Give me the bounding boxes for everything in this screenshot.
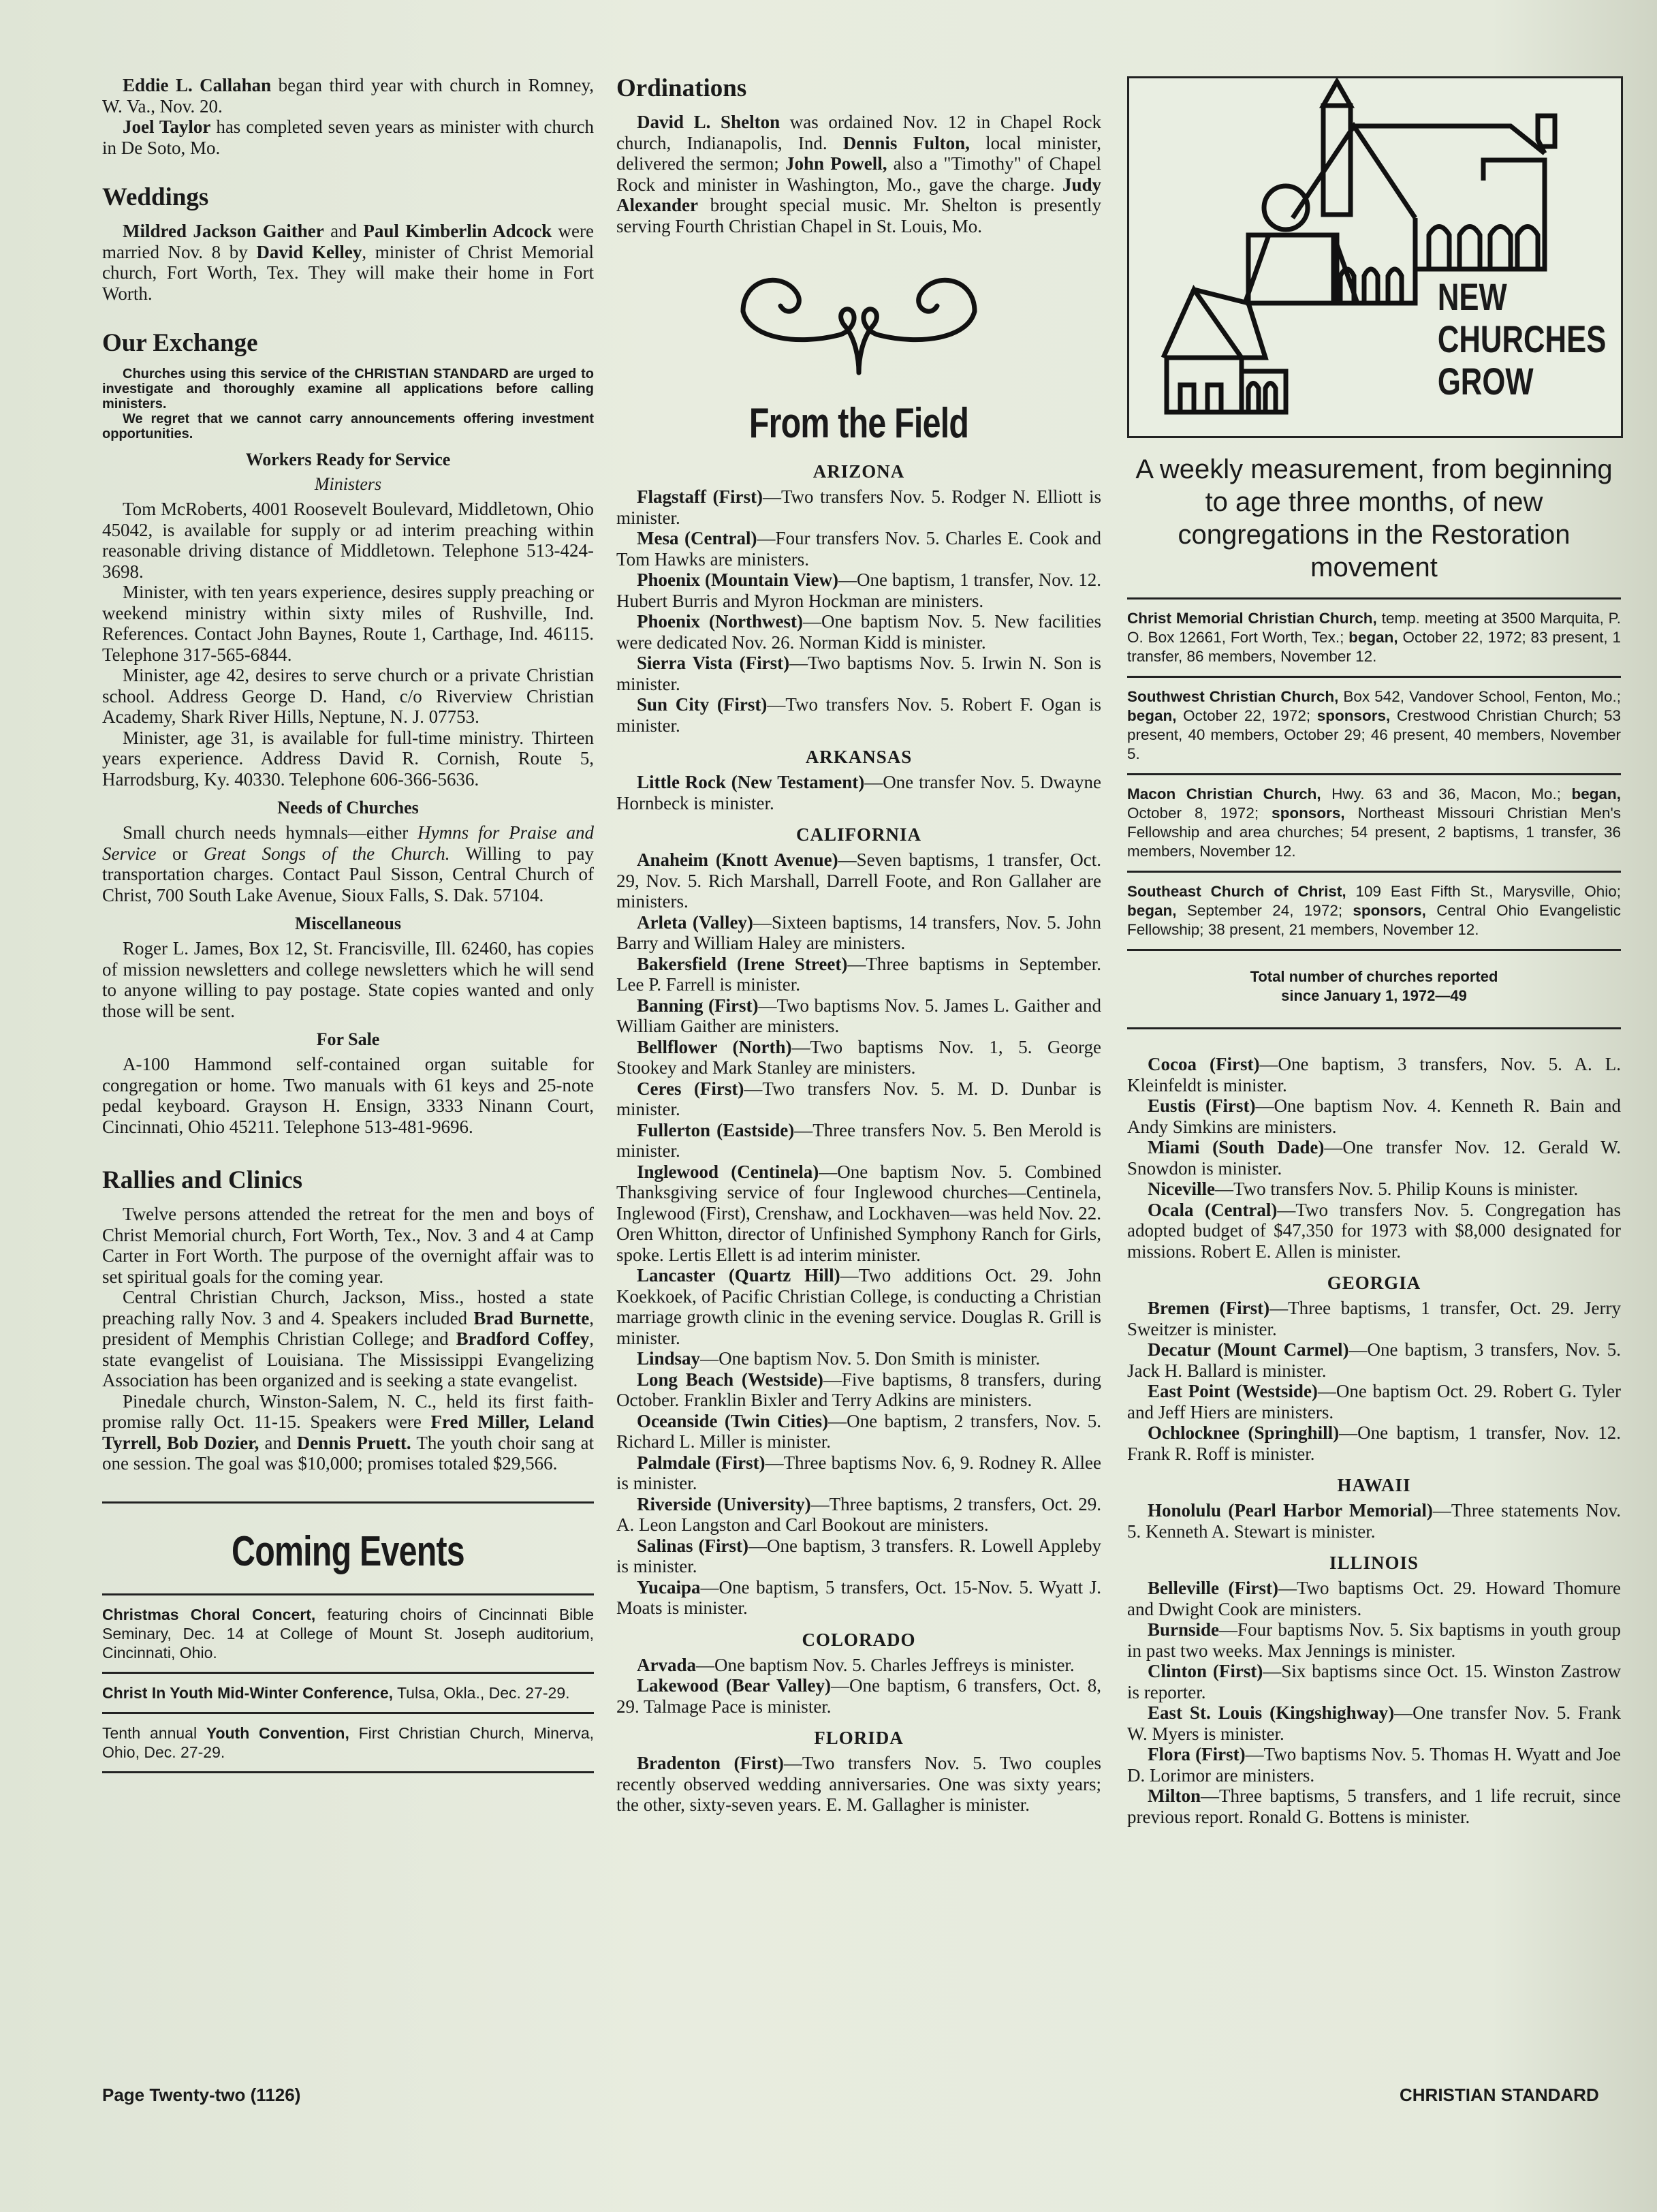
church-report: Bremen (First)—Three baptisms, 1 transfer, Oct. 29. Jerry Sweitzer is minister. (1127, 1298, 1621, 1339)
church-report: Mesa (Central)—Four transfers Nov. 5. Charles E. Cook and Tom Hawks are ministers. (616, 528, 1101, 570)
needs-heading: Needs of Churches (277, 798, 419, 817)
sale-heading: For Sale (316, 1029, 380, 1049)
column-left (102, 75, 594, 1783)
church-report: Little Rock (New Testament)—One transfer Nov. 5. Dwayne Hornbeck is minister. (616, 772, 1101, 813)
minister-listing: Minister, with ten years experience, desires supply preaching or weekend ministry within sixty miles of Rushville, Ind. References. Contact John Baynes, Route 1, Carthage, Ind. 46115. Telephone 317-565-6844. (102, 582, 594, 665)
church-report: East St. Louis (Kingshighway)—One transfer Nov. 5. Frank W. Myers is minister. (1127, 1702, 1621, 1744)
church-report: Eustis (First)—One baptism Nov. 4. Kenneth R. Bain and Andy Simkins are ministers. (1127, 1095, 1621, 1137)
sale-text: A-100 Hammond self-contained organ suitable for congregation or home. Two manuals with 61 keys and 25-note pedal keyboard. Grayson H. Ensign, 3333 Ninann Court, Cincinnati, Ohio 45211. Telephone 513-481-9696. (102, 1054, 594, 1137)
new-church-entry: Macon Christian Church, Hwy. 63 and 36, Macon, Mo.; began, October 8, 1972; sponsors, Northeast Missouri Christian Men's Fellowship and area churches; 54 present, 2 baptisms, 1 transfer, 36 members, November 12. (1127, 785, 1621, 860)
church-report: Bradenton (First)—Two transfers Nov. 5. Two couples recently observed wedding anniversaries. One was sixty years; the other, sixty-seven years. E. M. Gallagher is minister. (616, 1753, 1101, 1815)
ministers-heading: Ministers (314, 474, 382, 494)
weddings-heading: Weddings (102, 183, 209, 211)
florida-continued (1127, 1054, 1621, 1262)
exchange-note-2: We regret that we cannot carry announcements offering investment opportunities. (102, 411, 594, 441)
church-report: Long Beach (Westside)—Five baptisms, 8 transfers, during October. Franklin Bixler and Terry Adkins are ministers. (616, 1369, 1101, 1410)
church-report: Arleta (Valley)—Sixteen baptisms, 14 transfers, Nov. 5. John Barry and William Haley are ministers. (616, 912, 1102, 953)
event-item: Tenth annual Youth Convention, First Christian Church, Minerva, Ohio, Dec. 27-29. (102, 1724, 594, 1761)
state-heading: ILLINOIS (1329, 1553, 1419, 1573)
minister-listing: Minister, age 31, is available for full-time ministry. Thirteen years experience. Address David R. Cornish, Route 5, Harrodsburg, Ky. 40330. Telephone 606-366-5636. (102, 727, 594, 790)
rallies-p1: Twelve persons attended the retreat for the men and boys of Christ Memorial church, Fort Worth, Tex., Nov. 3 and 4 at Camp Carter in Fort Worth. The purpose of the overnight affair was to set spiritual goals for the coming year. (102, 1204, 594, 1287)
divider (102, 1672, 594, 1674)
church-report: Lancaster (Quartz Hill)—Two additions Oct. 29. John Koekkoek, of Pacific Christian College, is conducting a Christian marriage growth clinic in the evening service. Douglas R. Grill is minister. (616, 1265, 1102, 1348)
minister-listing: Minister, age 42, desires to serve church or a private Christian school. Address George D. Hand, c/o Riverview Christian Academy, Shark River Hills, Neptune, N. J. 07753. (102, 665, 594, 727)
logo-text: NEW CHURCHES GROW (1437, 275, 1606, 403)
ornament-icon (736, 264, 981, 379)
church-report: Arvada—One baptism Nov. 5. Charles Jeffreys is minister. (637, 1654, 1075, 1675)
new-church-entry: Southwest Christian Church, Box 542, Vandover School, Fenton, Mo.; began, October 22, 1972; sponsors, Crestwood Christian Church; 53 present, 40 members, October 29; 46 present, 40 members, November 5. (1127, 688, 1621, 762)
church-report: Fullerton (Eastside)—Three transfers Nov. 5. Ben Merold is minister. (616, 1119, 1101, 1161)
divider (1127, 676, 1621, 678)
church-report: Bellflower (North)—Two baptisms Nov. 1, 5. George Stookey and Mark Stanley are ministers. (616, 1036, 1101, 1078)
ordinations-text: David L. Shelton was ordained Nov. 12 in Chapel Rock church, Indianapolis, Ind. Dennis Fulton, local minister, delivered the sermon; John Powell, also a "Timothy" of Chapel Rock and minister in Washington, Mo., gave the charge. Judy Alexander brought special music. Mr. Shelton is presently serving Fourth Christian Chapel in St. Louis, Mo. (616, 112, 1102, 236)
weddings-text: Mildred Jackson Gaither and Paul Kimberlin Adcock were married Nov. 8 by David Kelley, minister of Christ Memorial church, Fort Worth, Tex. They will make their home in Fort Worth. (102, 221, 595, 304)
church-report: Clinton (First)—Six baptisms since Oct. 15. Winston Zastrow is reporter. (1127, 1661, 1621, 1702)
divider (102, 1593, 594, 1595)
new-churches-caption: A weekly measurement, from beginning to age three months, of new congregations in the Restoration movement (1135, 454, 1613, 582)
magazine-name: CHRISTIAN STANDARD (1400, 2085, 1599, 2105)
church-report: Bakersfield (Irene Street)—Three baptisms in September. Lee P. Farrell is minister. (616, 953, 1101, 995)
new-church-entry: Southeast Church of Christ, 109 East Fifth St., Marysville, Ohio; began, September 24, 1972; sponsors, Central Ohio Evangelistic Fellowship; 38 present, 21 members, November 12. (1127, 883, 1621, 938)
divider (1127, 1027, 1621, 1029)
divider (1127, 597, 1621, 599)
intro-callahan: Eddie L. Callahan began third year with church in Romney, W. Va., Nov. 20. (102, 75, 594, 116)
misc-text: Roger L. James, Box 12, St. Francisville, Ill. 62460, has copies of mission newsletters and college newsletters which he will send to anyone willing to pay postage. State copies wanted and only those will be sent. (102, 938, 594, 1021)
church-report: Riverside (University)—Three baptisms, 2 transfers, Oct. 29. A. Leon Langston and Carl Bookout are ministers. (616, 1493, 1101, 1535)
divider (102, 1771, 594, 1773)
rallies-p2: Central Christian Church, Jackson, Miss., hosted a state preaching rally Nov. 3 and 4. Speakers included Brad Burnette, president of Memphis Christian College; and Bradford Coffey, state evangelist of Louisiana. The Mississippi Evangelizing Association has been organized and is seeking a state evangelist. (102, 1287, 595, 1390)
church-report: Oceanside (Twin Cities)—One baptism, 2 transfers, Nov. 5. Richard L. Miller is minister. (616, 1410, 1101, 1452)
state-heading: ARIZONA (812, 461, 905, 482)
exchange-note: Churches using this service of the CHRISTIAN STANDARD are urged to investigate and thoroughly examine all applications before calling ministers. (102, 367, 594, 411)
divider (1127, 773, 1621, 775)
church-report: Sierra Vista (First)—Two baptisms Nov. 5. Irwin N. Son is minister. (616, 653, 1101, 694)
column-right (1127, 76, 1621, 1827)
ordinations-heading: Ordinations (616, 74, 747, 102)
church-report: Ochlocknee (Springhill)—One baptism, 1 transfer, Nov. 12. Frank R. Roff is minister. (1127, 1422, 1621, 1464)
new-churches-grow-logo (1127, 76, 1623, 438)
church-report: Burnside—Four baptisms Nov. 5. Six baptisms in youth group in past two weeks. Max Jennings is minister. (1127, 1619, 1621, 1661)
exchange-heading: Our Exchange (102, 329, 258, 357)
state-heading: HAWAII (1337, 1475, 1411, 1495)
church-report: Palmdale (First)—Three baptisms Nov. 6, 9. Rodney R. Allee is minister. (616, 1452, 1101, 1493)
total-churches: Total number of churches reported since January 1, 1972—49 (1250, 968, 1498, 1004)
church-report: Ocala (Central)—Two transfers Nov. 5. Congregation has adopted budget of $47,350 for 1973 with $8,000 designated for missions. Robert E. Allen is minister. (1127, 1199, 1621, 1262)
divider (102, 1501, 594, 1504)
divider (1127, 871, 1621, 873)
divider (1127, 949, 1621, 951)
church-report: Flora (First)—Two baptisms Nov. 5. Thomas H. Wyatt and Joe D. Lorimor are ministers. (1127, 1744, 1622, 1786)
church-report: Decatur (Mount Carmel)—One baptism, 3 transfers, Nov. 5. Jack H. Ballard is minister. (1127, 1339, 1621, 1381)
coming-events-heading: Coming Events (232, 1527, 464, 1575)
from-the-field-heading: From the Field (748, 400, 969, 447)
church-report: Anaheim (Knott Avenue)—Seven baptisms, 1 transfer, Oct. 29, Nov. 5. Rich Marshall, Darrell Foote, and Ron Gallaher are ministers. (616, 850, 1102, 912)
state-heading: ARKANSAS (805, 747, 913, 767)
misc-heading: Miscellaneous (295, 914, 401, 933)
church-report: Phoenix (Northwest)—One baptism Nov. 5. New facilities were dedicated Nov. 26. Norman Kidd is minister. (616, 611, 1101, 653)
new-church-entry: Christ Memorial Christian Church, temp. meeting at 3500 Marquita, P. O. Box 12661, Fort Worth, Tex.; began, October 22, 1972; 83 present, 1 transfer, 86 members, November 12. (1127, 610, 1622, 665)
workers-heading: Workers Ready for Service (245, 450, 451, 469)
church-report: Inglewood (Centinela)—One baptism Nov. 5. Combined Thanksgiving service of four Inglewood churches—Centinela, Inglewood (First), Crenshaw, and Lockhaven—was held Nov. 22. Oren Whitton, director of Unfinished Symphony Ranch for Girls, spoke. Lertis Ellett is ad interim minister. (616, 1161, 1102, 1265)
church-report: Flagstaff (First)—Two transfers Nov. 5. Rodger N. Elliott is minister. (616, 486, 1101, 528)
rallies-heading: Rallies and Clinics (102, 1166, 302, 1194)
needs-text: Small church needs hymnals—either Hymns for Praise and Service or Great Songs of the Church. Willing to pay transportation charges. Contact Paul Sisson, Central Church of Christ, 700 South Lake Avenue, Sioux Falls, S. Dak. 57104. (102, 822, 595, 905)
new-church-reports (1127, 609, 1621, 951)
state-heading: GEORGIA (1327, 1273, 1421, 1293)
church-report: Sun City (First)—Two transfers Nov. 5. Robert F. Ogan is minister. (616, 694, 1102, 736)
church-report: Ceres (First)—Two transfers Nov. 5. M. D. Dunbar is minister. (616, 1078, 1101, 1119)
intro-taylor: Joel Taylor has completed seven years as minister with church in De Soto, Mo. (102, 116, 594, 158)
state-heading: FLORIDA (814, 1728, 904, 1748)
church-report: Niceville—Two transfers Nov. 5. Philip Kouns is minister. (1148, 1179, 1579, 1199)
state-heading: CALIFORNIA (795, 824, 921, 845)
church-report: Lakewood (Bear Valley)—One baptism, 6 transfers, Oct. 8, 29. Talmage Pace is minister. (616, 1675, 1102, 1717)
minister-listing: Tom McRoberts, 4001 Roosevelt Boulevard, Middletown, Ohio 45042, is available for supply or ad interim preaching within reasonable driving distance of Middletown. Telephone 513-424-3698. (102, 499, 594, 582)
church-report: Lindsay—One baptism Nov. 5. Don Smith is minister. (637, 1348, 1041, 1369)
state-heading: COLORADO (802, 1629, 916, 1650)
column-middle (616, 75, 1101, 1816)
event-item: Christ In Youth Mid-Winter Conference, Tulsa, Okla., Dec. 27-29. (102, 1683, 570, 1702)
event-item: Christmas Choral Concert, featuring choirs of Cincinnati Bible Seminary, Dec. 14 at College of Mount St. Joseph auditorium, Cincinnati, Ohio. (102, 1605, 594, 1662)
church-report: Phoenix (Mountain View)—One baptism, 1 transfer, Nov. 12. Hubert Burris and Myron Hockman are ministers. (616, 570, 1101, 611)
church-report: East Point (Westside)—One baptism Oct. 29. Robert G. Tyler and Jeff Hiers are ministers. (1127, 1381, 1621, 1422)
page-number: Page Twenty-two (1126) (102, 2085, 301, 2105)
rallies-p3: Pinedale church, Winston-Salem, N. C., held its first faith-promise rally Oct. 11-15. Speakers were Fred Miller, Leland Tyrrell, Bob Dozier, and Dennis Pruett. The youth choir sang at one session. The goal was $10,000; promises totaled $29,566. (102, 1390, 594, 1474)
field-reports-continued (1127, 1273, 1621, 1827)
church-report: Yucaipa—One baptism, 5 transfers, Oct. 15-Nov. 5. Wyatt J. Moats is minister. (616, 1576, 1101, 1618)
divider (102, 1712, 594, 1714)
church-report: Salinas (First)—One baptism, 3 transfers. R. Lowell Appleby is minister. (616, 1535, 1101, 1576)
church-report: Banning (First)—Two baptisms Nov. 5. James L. Gaither and William Gaither are ministers. (616, 995, 1101, 1036)
field-reports (616, 461, 1101, 1816)
church-report: Honolulu (Pearl Harbor Memorial)—Three statements Nov. 5. Kenneth A. Stewart is minister. (1127, 1500, 1621, 1542)
church-report: Belleville (First)—Two baptisms Oct. 29. Howard Thomure and Dwight Cook are ministers. (1127, 1578, 1621, 1619)
church-report: Cocoa (First)—One baptism, 3 transfers, Nov. 5. A. L. Kleinfeldt is minister. (1127, 1054, 1621, 1095)
church-report: Milton—Three baptisms, 5 transfers, and 1 life recruit, since previous report. Ronald G. Bottens is minister. (1127, 1786, 1621, 1827)
church-report: Miami (South Dade)—One transfer Nov. 12. Gerald W. Snowdon is minister. (1127, 1137, 1621, 1179)
